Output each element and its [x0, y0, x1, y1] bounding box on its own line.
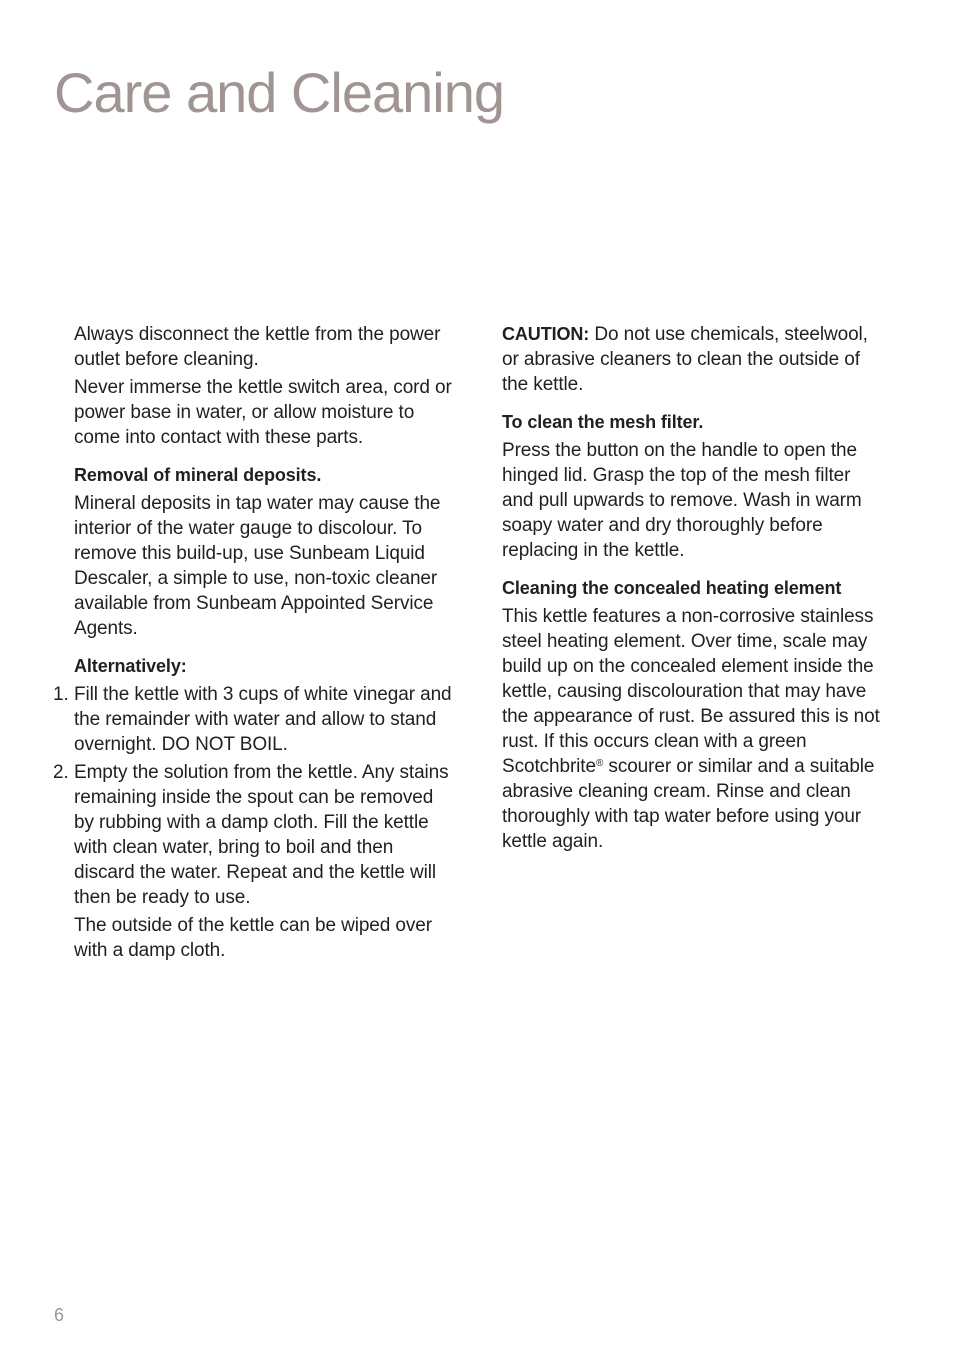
caution-paragraph [502, 322, 884, 397]
step-number: 1. [53, 684, 69, 705]
left-column [53, 322, 456, 966]
descaling-steps [53, 682, 456, 910]
step-item [53, 760, 456, 910]
heating-element-text-1: This kettle features a non-corrosive stainless steel heating element. Over time, scale may build up on the concealed element inside the kettle, causing discolouration that may have the appearance of rust. Be assured this is not rust. If this occurs clean with a green Scotchbrite [502, 606, 880, 777]
mineral-deposits-body: Mineral deposits in tap water may cause the interior of the water gauge to discolour. To remove this build-up, use Sunbeam Liquid Descaler, a simple to use, non-toxic cleaner available from Sunbeam Appointed Service Agents. [74, 493, 441, 639]
alternatively-heading: Alternatively: [74, 656, 187, 676]
intro-paragraph: Always disconnect the kettle from the power outlet before cleaning. [74, 324, 441, 370]
outside-cleaning-note: The outside of the kettle can be wiped over with a damp cloth. [74, 915, 432, 961]
heating-element-body [502, 604, 884, 854]
caution-text: Do not use chemicals, steelwool, or abrasive cleaners to clean the outside of the kettle. [502, 324, 868, 395]
right-column [502, 322, 884, 857]
mineral-deposits-heading: Removal of mineral deposits. [74, 465, 322, 485]
registered-mark: ® [595, 758, 604, 769]
mesh-filter-body: Press the button on the handle to open the hinged lid. Grasp the top of the mesh filter and pull upwards to remove. Wash in warm soapy water and dry thoroughly before replacing in the kettle. [502, 440, 862, 561]
caution-label: CAUTION: [502, 324, 590, 344]
immersion-warning: Never immerse the kettle switch area, cord or power base in water, or allow moisture to come into contact with these parts. [74, 377, 452, 448]
mesh-filter-heading: To clean the mesh filter. [502, 412, 704, 432]
step-item [53, 682, 456, 757]
step-number: 2. [53, 762, 69, 783]
step-text: Empty the solution from the kettle. Any stains remaining inside the spout can be removed by rubbing with a damp cloth. Fill the kettle with clean water, bring to boil and then discard the water. Repeat and the kettle will then be ready to use. [74, 762, 449, 908]
heating-element-text-2: scourer or similar and a suitable abrasive cleaning cream. Rinse and clean thoroughly with tap water before using your kettle again. [502, 756, 875, 852]
page-number: 6 [54, 1305, 65, 1325]
heating-element-heading: Cleaning the concealed heating element [502, 578, 842, 598]
page-title: Care and Cleaning [54, 61, 504, 124]
step-text: Fill the kettle with 3 cups of white vinegar and the remainder with water and allow to stand overnight. DO NOT BOIL. [74, 684, 452, 755]
